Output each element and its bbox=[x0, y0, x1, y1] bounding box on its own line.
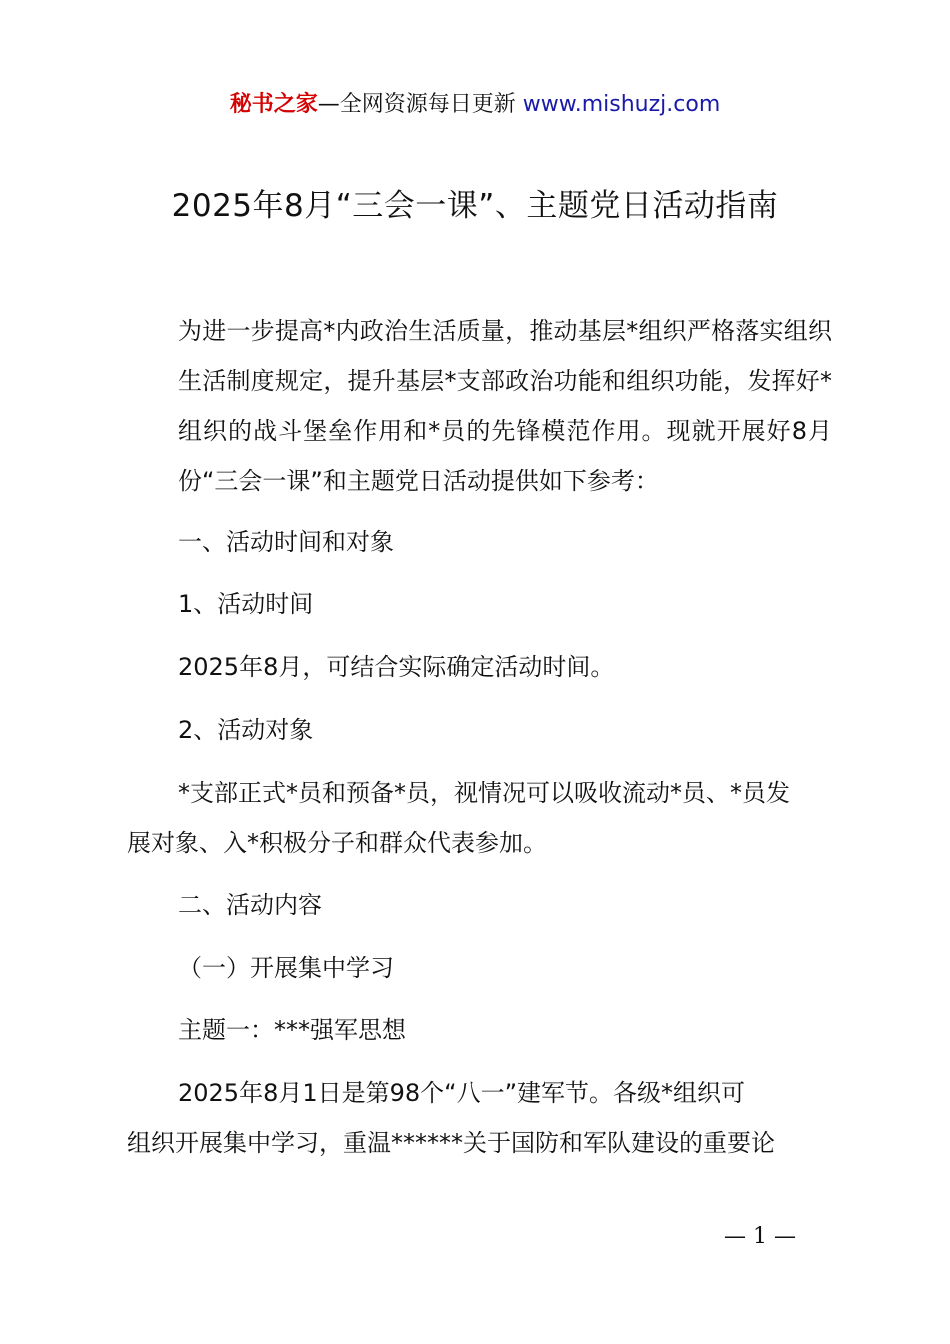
section-heading-2: 二、活动内容 bbox=[178, 891, 322, 919]
site-header bbox=[0, 88, 950, 122]
subheading-activity-target: 2、活动对象 bbox=[178, 716, 314, 744]
document-title: 2025年8月“三会一课”、主题党日活动指南 bbox=[171, 188, 779, 224]
section-heading-1: 一、活动时间和对象 bbox=[178, 528, 394, 556]
site-url-link[interactable]: www.mishuzj.com bbox=[522, 92, 721, 117]
subheading-collective-study: （一）开展集中学习 bbox=[178, 954, 394, 982]
theme-one-heading: 主题一：***强军思想 bbox=[178, 1016, 406, 1044]
page-number: — 1 — bbox=[724, 1224, 796, 1249]
content-line-1: 2025年8月1日是第98个“八一”建军节。各级*组织可 bbox=[178, 1079, 746, 1107]
brand-name: 秘书之家 bbox=[229, 92, 318, 117]
activity-target-line-1: *支部正式*员和预备*员，视情况可以吸收流动*员、*员发 bbox=[178, 779, 790, 807]
subheading-activity-time: 1、活动时间 bbox=[178, 590, 314, 618]
activity-time-text: 2025年8月，可结合实际确定活动时间。 bbox=[178, 653, 615, 681]
content-line-2: 组织开展集中学习，重温******关于国防和军队建设的重要论 bbox=[127, 1129, 775, 1157]
header-tagline: —全网资源每日更新 bbox=[317, 92, 523, 117]
activity-target-line-2: 展对象、入*积极分子和群众代表参加。 bbox=[127, 829, 547, 857]
intro-paragraph: 为进一步提高*内政治生活质量，推动基层*组织严格落实组织生活制度规定，提升基层*支部政治功能和组织功能，发挥好*组织的战斗堡垒作用和*员的先锋模范作用。现就开展好8月份“三会一课”和主题党日活动提供如下参考： bbox=[178, 317, 832, 495]
